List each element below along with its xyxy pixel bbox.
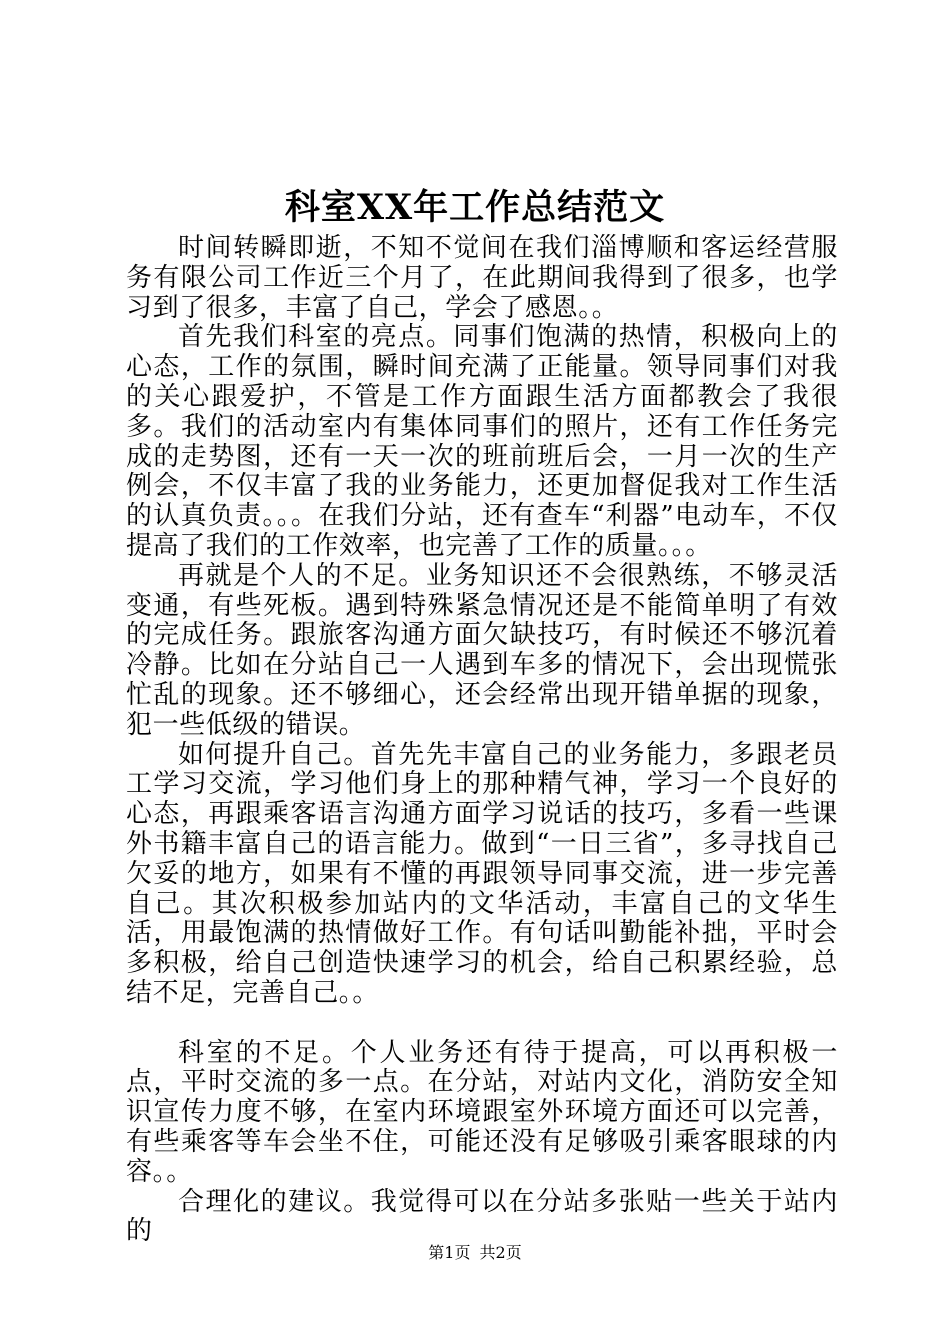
page-footer — [0, 1242, 950, 1264]
page-number: 第1页 — [428, 1243, 471, 1262]
paragraph-shortcomings: 再就是个人的不足。业务知识还不会很熟练，不够灵活变通，有些死板。遇到特殊紧急情况还是不能简单明了有效的完成任务。跟旅客沟通方面欠缺技巧，有时候还不够沉着冷静。比如在分站自己一人遇到车多的情况下，会出现慌张忙乱的现象。还不够细心，还会经常出现开错单据的现象，犯一些低级的错误。 — [126, 560, 838, 740]
paragraph-highlights: 首先我们科室的亮点。同事们饱满的热情，积极向上的心态，工作的氛围，瞬时间充满了正能量。领导同事们对我的关心跟爱护，不管是工作方面跟生活方面都教会了我很多。我们的活动室内有集体同事们的照片，还有工作任务完成的走势图，还有一天一次的班前班后会，一月一次的生产例会，不仅丰富了我的业务能力，还更加督促我对工作生活的认真负责。。。在我们分站，还有查车“利器”电动车，不仅提高了我们的工作效率，也完善了工作的质量。。。 — [126, 322, 838, 561]
paragraph-intro: 时间转瞬即逝，不知不觉间在我们淄博顺和客运经营服务有限公司工作近三个月了，在此期间我得到了很多，也学习到了很多，丰富了自己，学会了感恩。。 — [126, 233, 838, 323]
paragraph-department-shortcomings: 科室的不足。个人业务还有待于提高，可以再积极一点，平时交流的多一点。在分站，对站内文化，消防安全知识宣传力度不够，在室内环境跟室外环境方面还可以完善，有些乘客等车会坐不住，可能还没有足够吸引乘客眼球的内容。。 — [126, 1037, 838, 1187]
document-title: 科室XX年工作总结范文 — [284, 187, 666, 228]
document-body — [126, 234, 838, 1247]
paragraph-suggestions: 合理化的建议。我觉得可以在分站多张贴一些关于站内的 — [126, 1186, 838, 1247]
paragraph-improvement: 如何提升自己。首先先丰富自己的业务能力，多跟老员工学习交流，学习他们身上的那种精气神，学习一个良好的心态，再跟乘客语言沟通方面学习说话的技巧，多看一些课外书籍丰富自己的语言能力。做到“一日三省”，多寻找自己欠妥的地方，如果有不懂的再跟领导同事交流，进一步完善自己。其次积极参加站内的文华活动，丰富自己的文华生活，用最饱满的热情做好工作。有句话叫勤能补拙，平时会多积极，给自己创造快速学习的机会，给自己积累经验，总结不足，完善自己。。 — [126, 739, 838, 1008]
page-total: 共2页 — [479, 1243, 522, 1262]
